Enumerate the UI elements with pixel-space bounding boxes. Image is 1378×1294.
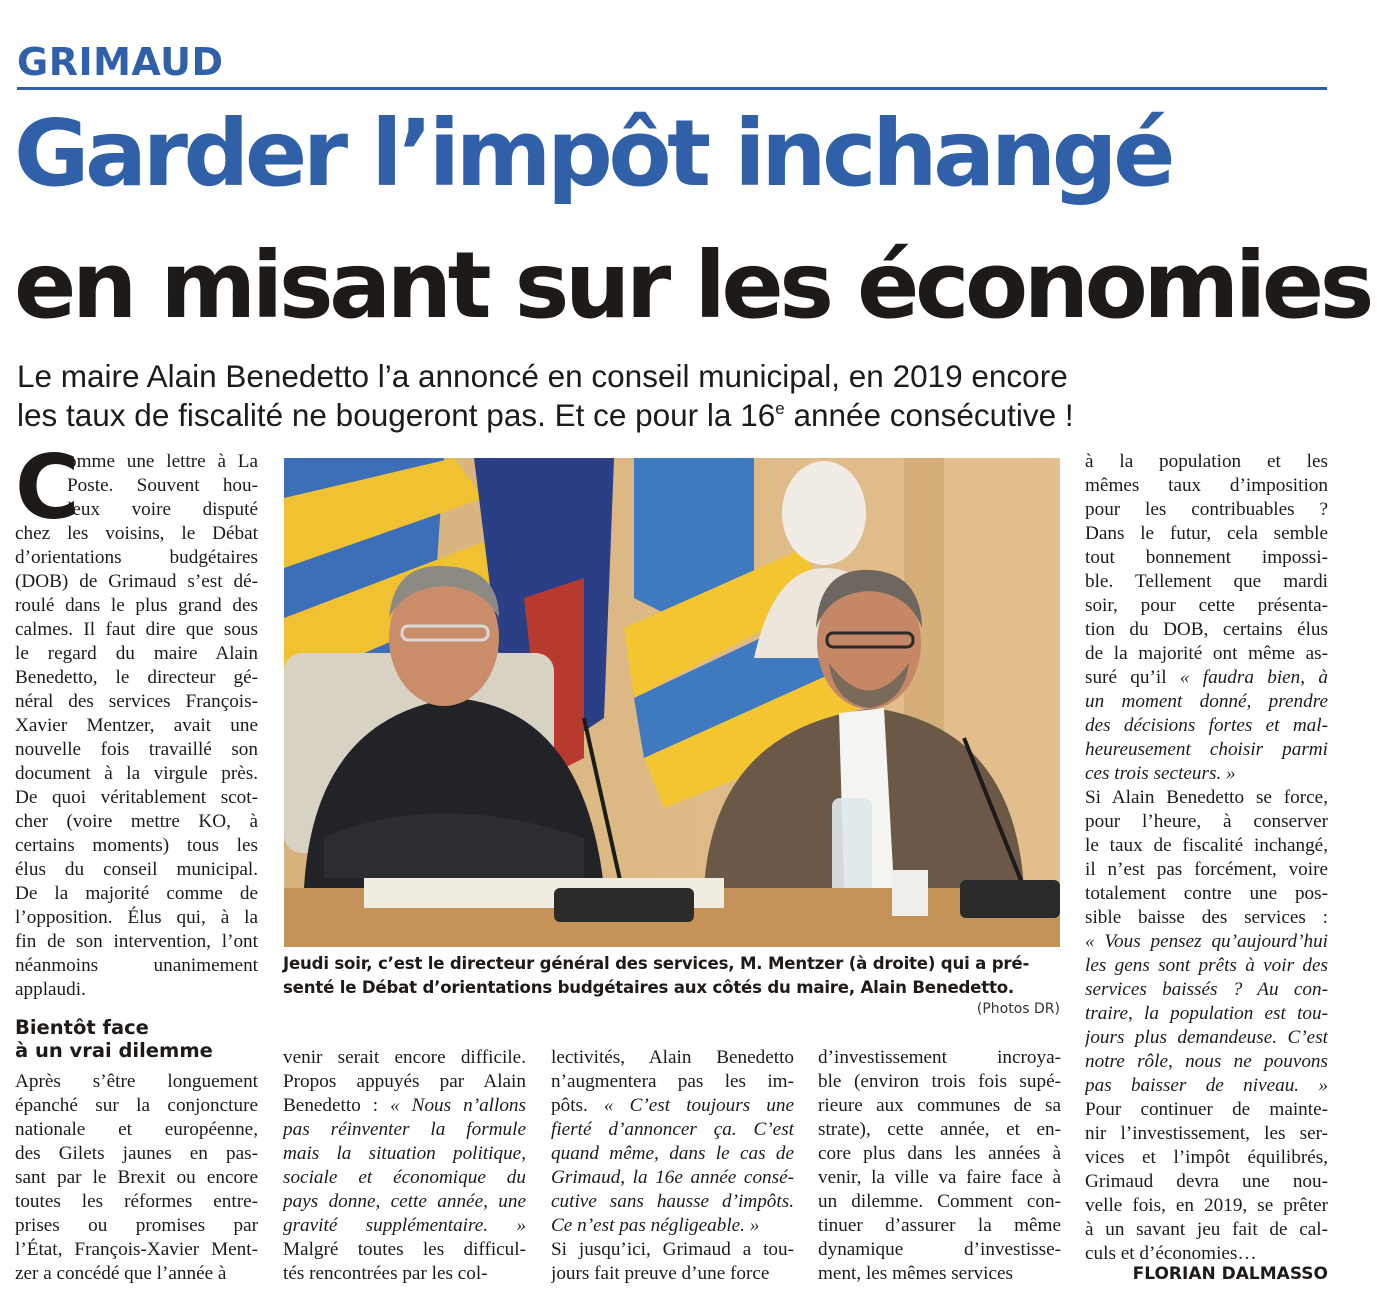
- body-text-line: l’État, François-Xavier Ment-: [15, 1239, 258, 1260]
- body-text-line: ble (environ trois fois supé-: [818, 1071, 1061, 1092]
- body-text-line: chez les voisins, le Débat: [15, 523, 258, 544]
- photo-credit: (Photos DR): [976, 1001, 1060, 1017]
- body-text-line: lectivités, Alain Benedetto: [551, 1047, 794, 1068]
- body-text-line: à la population et les: [1085, 451, 1328, 472]
- column-2: [283, 1046, 526, 1286]
- body-text-line: certains moments) tous les: [15, 835, 258, 856]
- body-text-line: Ce n’est pas négligeable. »: [551, 1215, 760, 1236]
- body-text-line: cutive sans hausse d’impôts.: [551, 1191, 794, 1212]
- photo-caption: [283, 952, 1063, 1000]
- column-5: [1085, 450, 1328, 1266]
- body-text-line: gravité supplémentaire. »: [283, 1215, 526, 1236]
- body-text-line: vices et l’impôt équilibrés,: [1085, 1147, 1328, 1168]
- body-text-line: Si Alain Benedetto se force,: [1085, 787, 1328, 808]
- body-text-line: venir, la ville va faire face à: [818, 1167, 1061, 1188]
- body-text-line: tion du DOB, certains élus: [1085, 619, 1328, 640]
- body-text-line: pour les contribuables ?: [1085, 499, 1328, 520]
- body-text-line: mais la situation politique,: [283, 1143, 526, 1164]
- body-text-line: les gens sont prêts à voir des: [1085, 955, 1328, 976]
- body-text-line: calmes. Il faut dire que sous: [15, 619, 258, 640]
- body-text-line: services baissés ? Au con-: [1085, 979, 1328, 1000]
- caption-line-2: senté le Débat d’orientations budgétaires aux côtés du maire, Alain Benedetto.: [283, 978, 1014, 997]
- body-text-line: Propos appuyés par Alain: [283, 1071, 526, 1092]
- headline-line-1: Garder l’impôt inchangé: [14, 100, 1171, 207]
- body-text-line: le taux de fiscalité inchangé,: [1085, 835, 1328, 856]
- body-text-line: pas baisser de niveau. »: [1085, 1075, 1328, 1096]
- mic-base-left: [554, 888, 694, 922]
- subhead: [15, 1016, 265, 1062]
- body-text-line: velle fois, en 2019, se prêter: [1085, 1195, 1328, 1216]
- body-text-line: quand même, dans le cas de: [551, 1143, 794, 1164]
- article-photo: [284, 458, 1060, 947]
- body-text-line: Dans le futur, cela semble: [1085, 523, 1328, 544]
- body-text-line: des Gilets jaunes en pas-: [15, 1143, 258, 1164]
- body-text-line: jours fait preuve d’une force: [551, 1263, 770, 1284]
- body-text-line: pas réinventer la formule: [283, 1119, 526, 1140]
- body-text-line: rieure aux communes de sa: [818, 1095, 1061, 1116]
- standfirst-line-1: Le maire Alain Benedetto l’a annoncé en conseil municipal, en 2019 encore: [17, 358, 1068, 394]
- body-text-line: toutes les réformes entre-: [15, 1191, 258, 1212]
- body-text-line: applaudi.: [15, 979, 86, 1000]
- body-text-line: nationale et européenne,: [15, 1119, 258, 1140]
- body-text-line: suré qu’il « faudra bien, à: [1085, 667, 1328, 688]
- body-text-line: nir l’investissement, les ser-: [1085, 1123, 1328, 1144]
- byline: FLORIAN DALMASSO: [1132, 1264, 1328, 1284]
- standfirst: [17, 357, 1337, 435]
- column-3: [551, 1046, 794, 1286]
- body-text-line: ces trois secteurs. »: [1085, 763, 1236, 784]
- body-text-line: soir, pour cette présenta-: [1085, 595, 1328, 616]
- body-text-line: épanché sur la conjoncture: [15, 1095, 258, 1116]
- body-text-line: document à la virgule près.: [15, 763, 258, 784]
- mic-base-right: [960, 880, 1060, 918]
- body-text-line: ment, les mêmes services: [818, 1263, 1014, 1284]
- caption-line-1: Jeudi soir, c’est le directeur général des services, M. Mentzer (à droite) qui a pré-: [283, 954, 1030, 973]
- body-text-line: leux voire disputé: [67, 499, 258, 520]
- body-text-line: Grimaud devra une nou-: [1085, 1171, 1328, 1192]
- column-1-bottom: [15, 1070, 258, 1286]
- body-text-line: pour l’heure, à conserver: [1085, 811, 1328, 832]
- body-text-line: le regard du maire Alain: [15, 643, 258, 664]
- body-text-line: Si jusqu’ici, Grimaud a tou-: [551, 1239, 794, 1260]
- column-4: [818, 1046, 1061, 1286]
- body-text-line: Poste. Souvent hou-: [67, 475, 258, 496]
- body-text-line: Pour continuer de mainte-: [1085, 1099, 1328, 1120]
- body-text-line: sant par le Brexit ou encore: [15, 1167, 258, 1188]
- body-text-line: venir serait encore difficile.: [283, 1047, 526, 1068]
- standfirst-line-2-b: année consécutive !: [784, 397, 1074, 433]
- body-text-line: prises ou promises par: [15, 1215, 258, 1236]
- body-text-line: néral des services François-: [15, 691, 258, 712]
- body-text-line: sociale et économique du: [283, 1167, 526, 1188]
- body-text-line: un moment donné, prendre: [1085, 691, 1328, 712]
- body-text-line: sible baisse des services :: [1085, 907, 1328, 928]
- body-text-line: pôts. « C’est toujours une: [551, 1095, 794, 1116]
- body-text-line: à un savant jeu fait de cal-: [1085, 1219, 1328, 1240]
- body-text-line: pays donne, cette année, une: [283, 1191, 526, 1212]
- body-text-line: Benedetto : « Nous n’allons: [283, 1095, 526, 1116]
- body-text-line: De la majorité comme de: [15, 883, 258, 904]
- body-text-line: tinuer d’assurer la même: [818, 1215, 1061, 1236]
- body-text-line: des décisions fortes et mal-: [1085, 715, 1328, 736]
- body-text-line: Xavier Mentzer, avait une: [15, 715, 258, 736]
- body-text-line: Malgré toutes les difficul-: [283, 1239, 526, 1260]
- body-text-line: d’orientations budgétaires: [15, 547, 258, 568]
- drop-cap: C: [15, 436, 80, 539]
- body-text-line: néanmoins unanimement: [15, 955, 258, 976]
- headline-line-2: en misant sur les économies: [14, 232, 1370, 339]
- body-text-line: notre rôle, nous ne pouvons: [1085, 1051, 1328, 1072]
- body-text-line: culs et d’économies…: [1085, 1243, 1257, 1264]
- standfirst-superscript: e: [775, 399, 785, 418]
- subhead-line-1: Bientôt face: [15, 1016, 149, 1039]
- body-text-line: « Vous pensez qu’aujourd’hui: [1085, 931, 1328, 952]
- subhead-line-2: à un vrai dilemme: [15, 1039, 213, 1062]
- body-text-line: il n’est pas forcément, voire: [1085, 859, 1328, 880]
- body-text-line: roulé dans le plus grand des: [15, 595, 258, 616]
- column-1: [15, 436, 258, 1002]
- body-text-line: (DOB) de Grimaud s’est dé-: [15, 571, 258, 592]
- body-text-line: zer a concédé que l’année à: [15, 1263, 227, 1284]
- body-text-line: Après s’être longuement: [15, 1071, 258, 1092]
- body-text-line: fierté d’annoncer ça. C’est: [551, 1119, 794, 1140]
- body-text-line: core plus dans les années à: [818, 1143, 1061, 1164]
- body-text-line: Benedetto, le directeur gé-: [15, 667, 258, 688]
- body-text-line: l’opposition. Élus qui, à la: [15, 907, 258, 928]
- body-text-line: cher (voire mettre KO, à: [15, 811, 258, 832]
- body-text-line: omme une lettre à La: [67, 451, 258, 472]
- body-text-line: heureusement choisir parmi: [1085, 739, 1328, 760]
- body-text-line: totalement contre une pos-: [1085, 883, 1328, 904]
- body-text-line: traire, la population est tou-: [1085, 1003, 1328, 1024]
- section-kicker: GRIMAUD: [17, 40, 224, 84]
- body-text-line: De quoi véritablement scot-: [15, 787, 258, 808]
- body-text-line: nouvelle fois travaillé son: [15, 739, 258, 760]
- body-text-line: Grimaud, la 16e année consé-: [551, 1167, 794, 1188]
- body-text-line: élus du conseil municipal.: [15, 859, 258, 880]
- body-text-line: mêmes taux d’imposition: [1085, 475, 1328, 496]
- body-text-line: n’augmentera pas les im-: [551, 1071, 794, 1092]
- standfirst-line-2-a: les taux de fiscalité ne bougeront pas. Et ce pour la 16: [17, 397, 776, 433]
- body-text-line: d’investissement incroya-: [818, 1047, 1061, 1068]
- body-text-line: un dilemme. Comment con-: [818, 1191, 1061, 1212]
- body-text-line: strate), cette année, et en-: [818, 1119, 1061, 1140]
- body-text-line: de la majorité ont même as-: [1085, 643, 1328, 664]
- body-text-line: dynamique d’investisse-: [818, 1239, 1061, 1260]
- body-text-line: jours plus demandeuse. C’est: [1085, 1027, 1328, 1048]
- cup: [892, 870, 928, 916]
- body-text-line: tés rencontrées par les col-: [283, 1263, 488, 1284]
- marianne-bust-head: [782, 461, 866, 565]
- body-text-line: tout bonnement impossi-: [1085, 547, 1328, 568]
- body-text-line: fin de son intervention, l’ont: [15, 931, 258, 952]
- standfirst-line-2: [17, 396, 1337, 435]
- body-text-line: ble. Tellement que mardi: [1085, 571, 1328, 592]
- kicker-rule: [17, 87, 1327, 90]
